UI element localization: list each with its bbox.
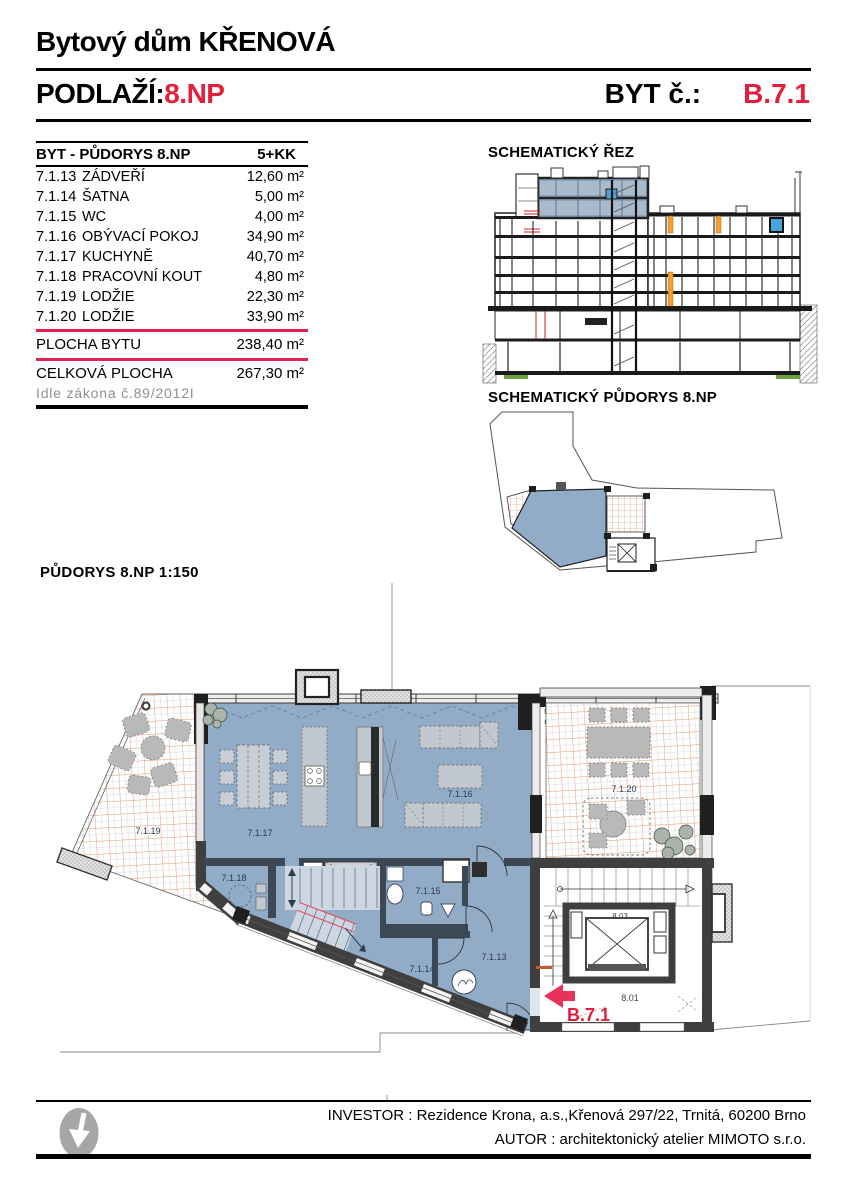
room-label-work-nook: 7.1.18 (221, 873, 247, 883)
foundation-columns (508, 342, 790, 371)
room-area: 34,90 m² (246, 229, 304, 245)
basement-lintel (585, 318, 607, 325)
loggia-east-tiles (546, 703, 700, 858)
summary-label: PLOCHA BYTU (36, 335, 142, 353)
toilet (421, 902, 432, 915)
table-note: Idle zákona č.89/2012I (36, 385, 195, 401)
key-chimney (556, 482, 566, 490)
page-title: Bytový dům KŘENOVÁ (36, 26, 336, 57)
table-title: BYT - PŮDORYS 8.NP (36, 145, 191, 163)
tall-cabinets (371, 727, 379, 827)
summary-area: 238,40 m² (236, 335, 304, 353)
key-plan-title: SCHEMATICKÝ PŮDORYS 8.NP (488, 389, 717, 406)
room-code: 7.1.19 (36, 289, 77, 305)
investor-line: INVESTOR : Rezidence Krona, a.s.,Křenová 297/22, Trnitá, 60200 Brno (327, 1107, 806, 1124)
room-code: 7.1.14 (36, 189, 77, 205)
section-title: SCHEMATICKÝ ŘEZ (488, 144, 635, 161)
wall-pier (700, 795, 714, 835)
section-highlight-floors (538, 178, 648, 218)
apartment-entry-gap (530, 988, 540, 1016)
unit-value: B.7.1 (743, 78, 810, 109)
elevator-door-sill (588, 964, 646, 971)
room-code: 7.1.15 (36, 209, 77, 225)
room-label-elevator: 8.03 (612, 912, 628, 921)
room-label-kitchen: 7.1.17 (247, 828, 273, 838)
ground-hatch-right (800, 305, 817, 383)
summary-area: 267,30 m² (236, 364, 304, 382)
floor-value: 8.NP (164, 78, 225, 109)
room-label-loggia-west: 7.1.19 (135, 826, 161, 836)
basement (495, 311, 800, 339)
ground-hatch-left (483, 344, 496, 383)
chimney-flue (305, 677, 329, 697)
room-area: 4,00 m² (254, 209, 304, 225)
unit-label: BYT č.: (604, 78, 702, 109)
room-name: ZÁDVEŘÍ (82, 169, 145, 185)
room-name: PRACOVNÍ KOUT (82, 269, 203, 285)
room-label-wc: 7.1.15 (415, 886, 441, 896)
room-name: KUCHYNĚ (82, 249, 153, 265)
footing-green-right (776, 375, 800, 379)
logo-arrow-badge (60, 1108, 99, 1158)
room-area: 5,00 m² (254, 189, 304, 205)
schematic-section-drawing (483, 166, 817, 383)
kitchen-counter (357, 727, 383, 827)
unit-marker-label: B.7.1 (567, 1005, 611, 1025)
main-floor-plan-drawing (57, 583, 810, 1101)
summary-label: CELKOVÁ PLOCHA (36, 364, 173, 382)
room-label-dressing: 7.1.14 (409, 964, 435, 974)
room-area: 22,30 m² (246, 289, 304, 305)
floor-label: PODLAŽÍ: (36, 78, 165, 109)
room-label-loggia-east: 7.1.20 (611, 784, 637, 794)
wc-counter (387, 867, 403, 881)
room-name: OBÝVACÍ POKOJ (82, 229, 199, 245)
key-plan-drawing (490, 412, 782, 571)
room-area: 12,60 m² (246, 169, 304, 185)
threshold-mark (536, 966, 552, 969)
terrace-dining (587, 708, 650, 777)
key-apartment (512, 489, 606, 567)
floor-slabs (488, 213, 812, 375)
author-line: AUTOR : architektonický atelier MIMOTO s.r.o. (494, 1131, 806, 1148)
right-parapet (795, 172, 802, 213)
room-name: LODŽIE (82, 309, 135, 325)
room-area: 33,90 m² (246, 309, 304, 325)
layout-type: 5+KK (257, 145, 296, 163)
room-area: 40,70 m² (246, 249, 304, 265)
window (640, 1023, 684, 1031)
room-code: 7.1.13 (36, 169, 77, 185)
room-label-entry: 7.1.13 (481, 952, 507, 962)
blue-window-right (770, 218, 783, 232)
room-name: ŠATNA (82, 189, 130, 205)
vent-block (361, 690, 411, 703)
room-area: 4,80 m² (254, 269, 304, 285)
column-marker (143, 703, 150, 710)
room-code: 7.1.17 (36, 249, 77, 265)
duct-block (472, 862, 487, 877)
cooktop (305, 766, 324, 786)
room-code: 7.1.16 (36, 229, 77, 245)
wall-pier (530, 795, 542, 833)
room-code: 7.1.18 (36, 269, 77, 285)
footer-end-line (36, 1154, 811, 1159)
room-label-living: 7.1.16 (447, 789, 473, 799)
footing-green-left (504, 375, 528, 379)
footer-divider (36, 1100, 811, 1102)
floor-plan-title: PŮDORYS 8.NP 1:150 (40, 564, 199, 581)
sink (359, 762, 371, 775)
washbasin (387, 884, 403, 904)
room-label-corridor: 8.01 (621, 993, 639, 1003)
room-name: LODŽIE (82, 289, 135, 305)
room-code: 7.1.20 (36, 309, 77, 325)
room-name: WC (82, 209, 107, 225)
west-wall (196, 703, 204, 843)
key-loggia-east (607, 496, 645, 532)
